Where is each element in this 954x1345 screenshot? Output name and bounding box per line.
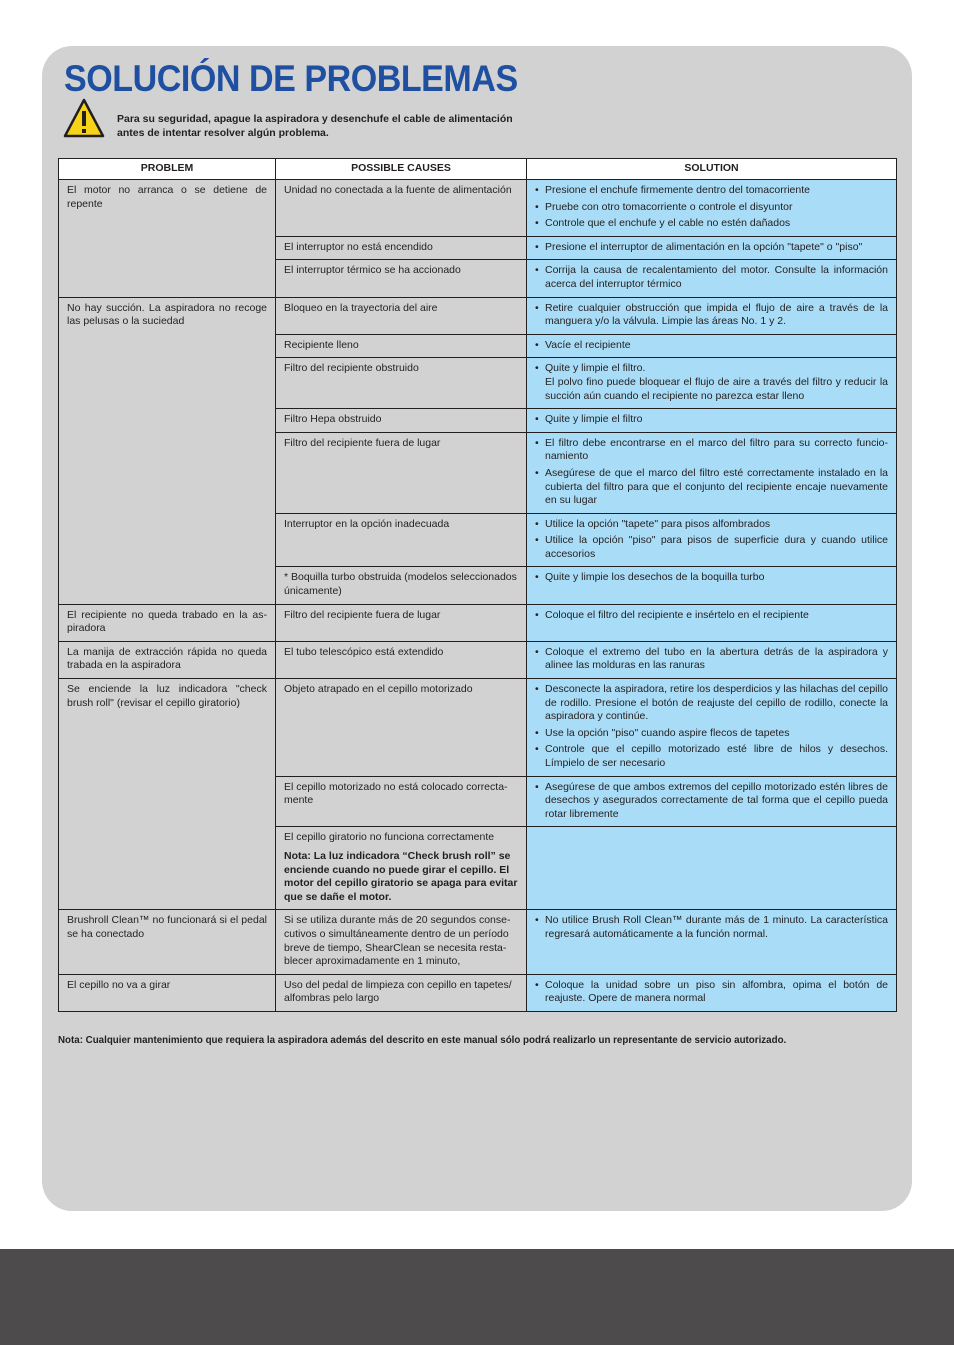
cause-text: Bloqueo en la trayectoria del aire (284, 301, 438, 314)
solution-item: • Desconecte la aspiradora, retire los desperdicios y las hilachas del cepillo de rodillo. Presione el botón de reajuste del cepillo de rodillo, conecte la aspiradora y continúe. (535, 683, 888, 724)
footer-band (0, 1249, 954, 1345)
cause-text: Filtro del recipiente fuera de lugar (284, 436, 441, 449)
solution-cell (527, 432, 897, 513)
solution-list (535, 571, 888, 585)
solution-item: • Vacíe el recipiente (535, 339, 888, 353)
solution-cell (527, 409, 897, 433)
solution-item: • El filtro debe encontrarse en el marco del filtro para su correcto funcio-namiento (535, 437, 888, 464)
solution-cell (527, 260, 897, 297)
solution-cell (527, 827, 897, 910)
solution-cell (527, 180, 897, 237)
solution-cell (527, 297, 897, 334)
cause-cell (276, 236, 527, 260)
table-row (59, 180, 897, 237)
solution-cell (527, 604, 897, 641)
cause-text: Filtro del recipiente fuera de lugar (284, 608, 441, 621)
solution-list (535, 264, 888, 291)
solution-item: • Controle que el cepillo motorizado esté libre de hilos y desechos. Límpielo de ser necesario (535, 743, 888, 770)
solution-list (535, 683, 888, 771)
solution-item: • Coloque el extremo del tubo en la abertura detrás de la aspiradora y alinee las molduras en las ranuras (535, 646, 888, 673)
cause-cell (276, 432, 527, 513)
solution-list (535, 518, 888, 562)
table-body (59, 180, 897, 1012)
solution-list (535, 914, 888, 941)
header-possible-causes: POSSIBLE CAUSES (276, 159, 527, 180)
table-row (59, 604, 897, 641)
solution-list (535, 184, 888, 231)
cause-text: El cepillo motorizado no está colocado correcta-mente (284, 780, 508, 807)
cause-text: Unidad no conectada a la fuente de alimentación (284, 184, 512, 196)
solution-item: • Coloque la unidad sobre un piso sin alfombra, opima el botón de reajuste. Opere de manera normal (535, 979, 888, 1006)
cause-text: Filtro Hepa obstruido (284, 413, 382, 426)
cause-text: El cepillo giratorio no funciona correctamente (284, 831, 495, 844)
cause-cell (276, 641, 527, 678)
solution-item: • Use la opción "piso" cuando aspire flecos de tapetes (535, 727, 888, 741)
solution-list (535, 413, 888, 427)
solution-cell (527, 567, 897, 604)
cause-cell (276, 776, 527, 827)
cause-cell (276, 334, 527, 358)
troubleshooting-table (58, 158, 897, 1012)
solution-list (535, 979, 888, 1006)
solution-list (535, 302, 888, 329)
cause-text: Recipiente lleno (284, 338, 359, 351)
solution-list (535, 339, 888, 353)
solution-cell (527, 679, 897, 777)
cause-text: Si se utiliza durante más de 20 segundos conse-cutivos o simultáneamente dentro de un período breve de tiempo, ShearClean se necesita resta-blecer aproximadamente en 1 minuto, (284, 914, 511, 968)
solution-list (535, 781, 888, 822)
problem-cell: El cepillo no va a girar (59, 974, 276, 1011)
solution-item: • Quite y limpie el filtro (535, 413, 888, 427)
problem-cell: Se enciende la luz indicadora "check brush roll" (revisar el cepillo giratorio) (59, 679, 276, 910)
cause-text: El interruptor térmico se ha accionado (284, 264, 461, 277)
solution-cell (527, 358, 897, 409)
solution-item: • Presione el interruptor de alimentación en la opción "tapete" o "piso" (535, 241, 888, 255)
solution-item: • Pruebe con otro tomacorriente o controle el disyuntor (535, 201, 888, 215)
problem-cell: No hay succión. La aspiradora no recoge las pelusas o la suciedad (59, 297, 276, 604)
problem-cell: El recipiente no queda trabado en la as-piradora (59, 604, 276, 641)
solution-cell (527, 513, 897, 567)
cause-cell (276, 910, 527, 974)
solution-cell (527, 641, 897, 678)
solution-item: • Quite y limpie el filtro. (535, 362, 888, 376)
cause-text: El tubo telescópico está extendido (284, 645, 444, 658)
cause-note: Nota: La luz indicadora “Check brush roll” se enciende cuando no puede girar el cepillo. El motor del cepillo giratorio se apaga para evitar que se dañe el motor. (284, 849, 518, 903)
table-row (59, 297, 897, 334)
cause-cell (276, 567, 527, 604)
cause-text: Filtro del recipiente obstruido (284, 362, 419, 375)
service-note: Nota: Cualquier mantenimiento que requiera la aspiradora además del descrito en este manual sólo podrá realizarlo un representante de servicio autorizado. (58, 1034, 787, 1046)
solution-item: • No utilice Brush Roll Clean™ durante más de 1 minuto. La característica regresará automáticamente a la función normal. (535, 914, 888, 941)
cause-cell (276, 180, 527, 237)
solution-item: • Asegúrese de que el marco del filtro esté correctamente instalado en la cubierta del filtro para que el conjunto del recipiente encaje nuevamente en su lugar (535, 467, 888, 508)
cause-text: El interruptor no está encendido (284, 240, 433, 253)
cause-text: Uso del pedal de limpieza con cepillo en tapetes/ alfombras pelo largo (284, 978, 512, 1005)
table-row (59, 974, 897, 1011)
solution-list (535, 437, 888, 508)
cause-cell (276, 827, 527, 910)
solution-cell (527, 236, 897, 260)
cause-cell (276, 604, 527, 641)
solution-list (535, 241, 888, 255)
cause-cell (276, 513, 527, 567)
solution-item: El polvo fino puede bloquear el flujo de aire a través del filtro y reducir la succión aún cuando el recipiente no parezca estar lleno (545, 375, 888, 402)
safety-warning-text: Para su seguridad, apague la aspiradora y desenchufe el cable de alimentación antes de intentar resolver algún problema. (117, 113, 513, 139)
solution-item: • Utilice la opción "piso" para pisos de superficie dura y cuando utilice accesorios (535, 534, 888, 561)
solution-list (535, 646, 888, 673)
solution-item: • Coloque el filtro del recipiente e insértelo en el recipiente (535, 609, 888, 623)
problem-cell: La manija de extracción rápida no queda trabada en la aspiradora (59, 641, 276, 678)
cause-cell (276, 260, 527, 297)
solution-item: • Asegúrese de que ambos extremos del cepillo motorizado estén libres de desechos y asegurados correctamente de tal forma que el cepillo pueda rotar libremente (535, 781, 888, 822)
table-row (59, 910, 897, 974)
solution-cell (527, 974, 897, 1011)
problem-cell: Brushroll Clean™ no funcionará si el pedal se ha conectado (59, 910, 276, 974)
solution-list (535, 362, 888, 403)
cause-text: * Boquilla turbo obstruida (modelos seleccionados únicamente) (284, 571, 517, 598)
table-header-row (59, 159, 897, 180)
solution-cell (527, 910, 897, 974)
solution-item: • Presione el enchufe firmemente dentro del tomacorriente (535, 184, 888, 198)
solution-cell (527, 776, 897, 827)
solution-item: • Quite y limpie los desechos de la boquilla turbo (535, 571, 888, 585)
header-solution: SOLUTION (527, 159, 897, 180)
page-title: SOLUCIÓN DE PROBLEMAS (64, 58, 518, 99)
table-row (59, 641, 897, 678)
cause-text: Interruptor en la opción inadecuada (284, 517, 450, 530)
cause-cell (276, 297, 527, 334)
header-problem: PROBLEM (59, 159, 276, 180)
cause-cell (276, 974, 527, 1011)
cause-cell (276, 679, 527, 777)
solution-item: • Utilice la opción "tapete" para pisos alfombrados (535, 518, 888, 532)
table-row (59, 679, 897, 777)
solution-item: • Corrija la causa de recalentamiento del motor. Consulte la información acerca del interruptor térmico (535, 264, 888, 291)
solution-item: • Retire cualquier obstrucción que impida el flujo de aire a través de la manguera y/o la válvula. Limpie las áreas No. 1 y 2. (535, 302, 888, 329)
problem-cell: El motor no arranca o se detiene de repente (59, 180, 276, 298)
solution-cell (527, 334, 897, 358)
solution-list (535, 609, 888, 623)
cause-cell (276, 358, 527, 409)
cause-text: Objeto atrapado en el cepillo motorizado (284, 683, 473, 696)
warning-triangle-icon (63, 98, 105, 138)
solution-item: • Controle que el enchufe y el cable no estén dañados (535, 217, 888, 231)
cause-cell (276, 409, 527, 433)
